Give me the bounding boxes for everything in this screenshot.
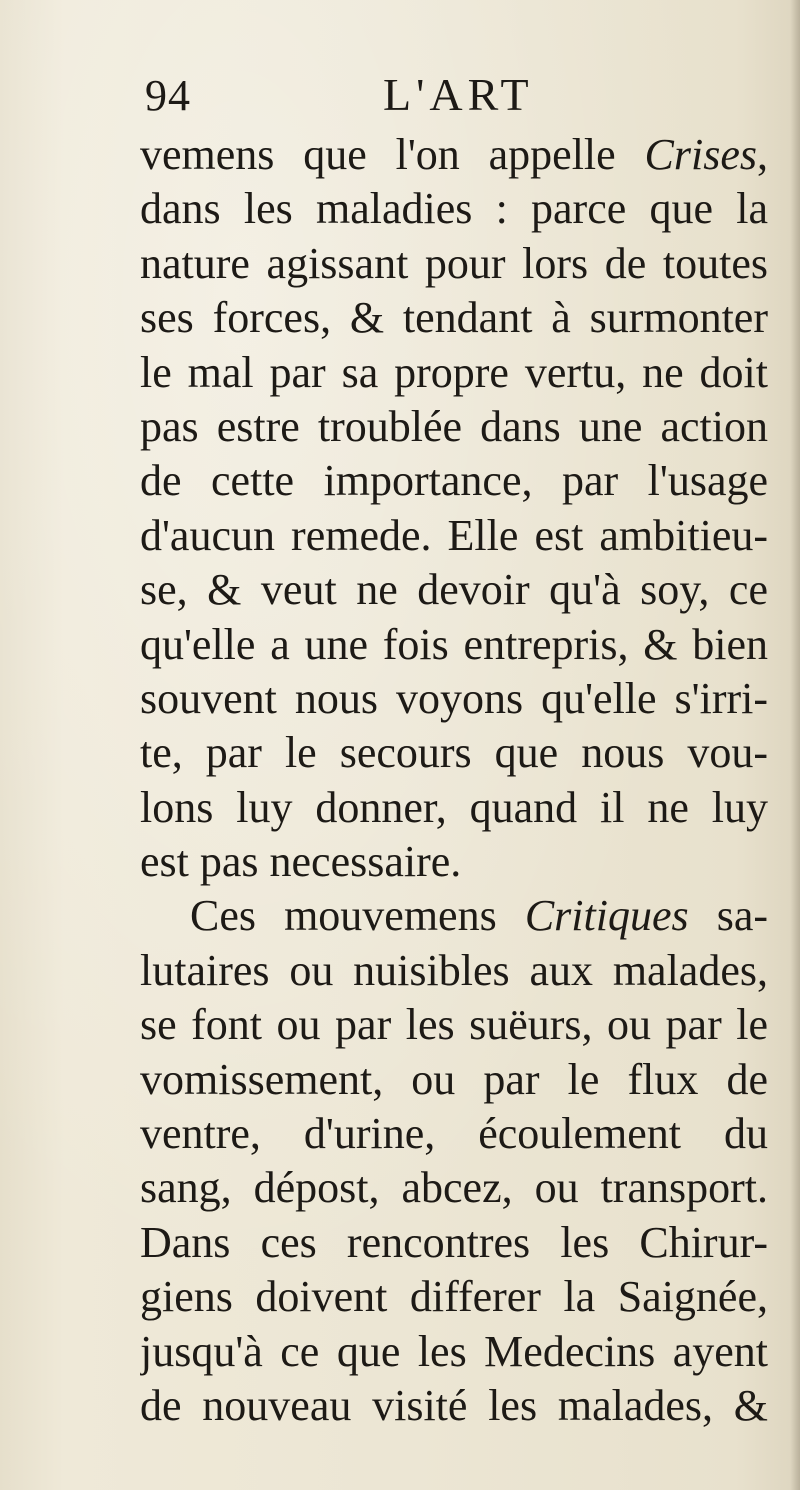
- text-line: pas estre troublée dans une action: [140, 401, 768, 451]
- text-line: souvent nous voyons qu'elle s'irri-: [140, 673, 768, 723]
- text-line: nature agissant pour lors de toutes: [140, 238, 768, 288]
- text-line: de nouveau visité les malades, &: [140, 1380, 768, 1430]
- page-edge-shadow: [790, 0, 800, 1490]
- text-line: te, par le secours que nous vou-: [140, 728, 768, 778]
- running-head: L'ART: [383, 69, 534, 120]
- text-line: vomissement, ou par le flux de: [140, 1054, 768, 1104]
- text-line: est pas necessaire.: [140, 837, 462, 887]
- text-line: vemens que l'on appelle Crises,: [140, 130, 768, 179]
- page-header: [145, 62, 765, 132]
- page-number: 94: [145, 71, 191, 120]
- text-line: qu'elle a une fois entrepris, & bien: [140, 619, 768, 669]
- text-line: Dans ces rencontres les Chirur-: [140, 1217, 768, 1267]
- text-line: d'aucun remede. Elle est ambitieu-: [140, 510, 768, 560]
- text-line: se, & veut ne devoir qu'à soy, ce: [140, 565, 768, 615]
- text-line: jusqu'à ce que les Medecins ayent: [140, 1326, 768, 1376]
- text-line: dans les maladies : parce que la: [140, 184, 768, 234]
- text-line: lutaires ou nuisibles aux malades,: [140, 945, 768, 995]
- italic-word: Critiques: [524, 891, 689, 941]
- body-text: [140, 128, 768, 1433]
- text-line: le mal par sa propre vertu, ne doit: [140, 347, 768, 397]
- text-line: ventre, d'urine, écoulement du: [140, 1109, 768, 1159]
- text-line: de cette importance, par l'usage: [140, 456, 768, 506]
- text-line: Ces mouvemens Critiques sa-: [190, 891, 768, 941]
- italic-word: Crises: [644, 130, 757, 179]
- text-line: giens doivent differer la Saignée,: [140, 1272, 768, 1322]
- text-line: ses forces, & tendant à surmonter: [140, 293, 768, 343]
- text-line: lons luy donner, quand il ne luy: [140, 782, 768, 832]
- text-line: se font ou par les suëurs, ou par le: [140, 1000, 768, 1050]
- text-line: sang, dépost, abcez, ou transport.: [140, 1163, 768, 1213]
